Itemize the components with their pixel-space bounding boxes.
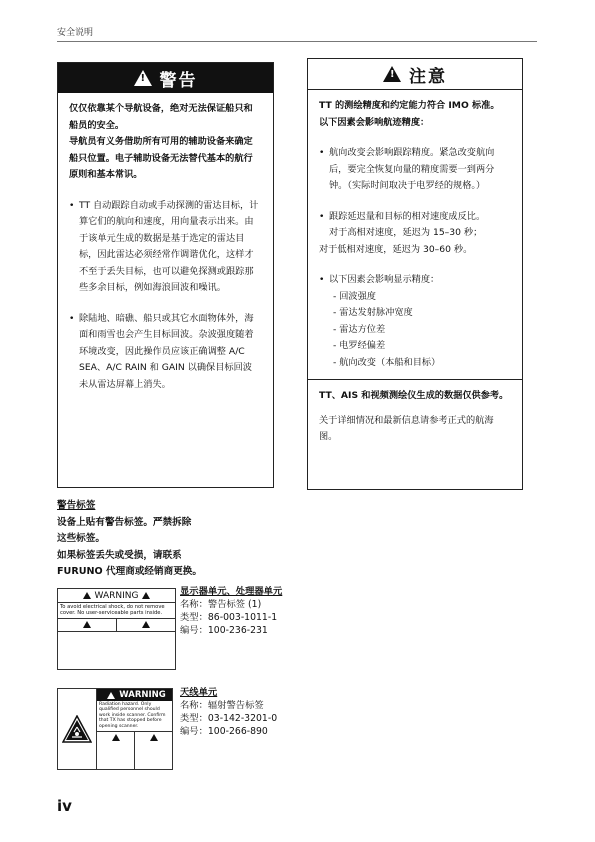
warning-labels-section bbox=[57, 498, 297, 581]
label1-name: 名称：警告标签 (1) bbox=[180, 599, 262, 610]
warning-triangle-icon bbox=[112, 734, 120, 741]
header-rule bbox=[57, 41, 537, 42]
warning-bullet-clutter: • 除陆地、暗礁、船只或其它水面物体外，海面和雨雪也会产生目标回波。杂波强度随着环境改变，因此操作员应该正确调整 A/C SEA、A/C RAIN 和 GAIN 以确保目标回波未从雷达屏幕上消失。 bbox=[69, 311, 261, 394]
caution-factor-item: - 雷达发射脉冲宽度 bbox=[333, 307, 413, 318]
caution-title: 注意 bbox=[409, 66, 447, 87]
radiation-icon bbox=[62, 715, 92, 743]
warning-labels-line: 如果标签丢失或受损，请联系 bbox=[57, 549, 182, 561]
label2-type: 类型：03-142-3201-0 bbox=[180, 713, 278, 724]
caution-divider bbox=[308, 379, 522, 380]
caution-bullet-delay: • 跟踪延迟量和目标的相对速度成反比。 bbox=[319, 209, 510, 226]
label1-text: To avoid electrical shock, do not remove cover. No user-serviceable parts inside. bbox=[58, 603, 175, 619]
page-number: iv bbox=[57, 797, 72, 815]
caution-triangle-icon bbox=[383, 66, 401, 82]
caution-delay-low: 对于低相对速度，延迟为 30–60 秒。 bbox=[319, 243, 473, 255]
warning-triangle-icon bbox=[107, 692, 115, 699]
caution-reference: TT、AIS 和视频测绘仪生成的数据仅供参考。 bbox=[319, 390, 509, 401]
caution-factor-item: - 回波强度 bbox=[333, 290, 376, 302]
label2-head: WARNING bbox=[119, 690, 166, 700]
warning-labels-line: 这些标签。 bbox=[57, 533, 105, 544]
caution-bullet-display: • 以下因素会影响显示精度： bbox=[319, 272, 510, 289]
caution-factor-item: - 电罗经偏差 bbox=[333, 340, 386, 351]
label1-unit-title: 显示器单元、处理器单元 bbox=[180, 586, 283, 597]
warning-triangle-icon bbox=[142, 621, 150, 628]
warning-labels-title: 警告标签 bbox=[57, 500, 96, 511]
label2-info bbox=[180, 686, 277, 738]
caution-factor-item: - 雷达方位差 bbox=[333, 323, 386, 335]
caution-factors-heading: 以下因素会影响航迹精度： bbox=[319, 116, 430, 128]
caution-title-bar bbox=[308, 59, 522, 90]
caution-intro: TT 的测绘精度和约定能力符合 IMO 标准。 bbox=[319, 100, 500, 111]
warning-title: 警告 bbox=[159, 70, 198, 91]
caution-delay-high: 对于高相对速度，延迟为 15–30 秒； bbox=[329, 227, 483, 238]
label2-code: 编号：100-266-890 bbox=[180, 726, 268, 737]
warning-labels-line: 设备上贴有警告标签。严禁拆除 bbox=[57, 516, 192, 528]
label1-head: WARNING bbox=[94, 590, 139, 601]
warning-intro-2: 导航员有义务借助所有可用的辅助设备来确定船只位置。电子辅助设备无法替代基本的航行原则和基本常识。 bbox=[69, 136, 253, 180]
warning-triangle-icon bbox=[134, 70, 152, 86]
caution-bullet-course: • 航向改变会影响跟踪精度。紧急改变航向后，要完全恢复向量的精度需要一到两分钟。（实际时间取决于电罗经的规格。） bbox=[319, 145, 510, 195]
caution-box bbox=[307, 58, 523, 490]
warning-triangle-icon bbox=[142, 592, 150, 599]
warning-bullet-tt: • TT 自动跟踪自动或手动探测的雷达目标，计算它们的航向和速度，用向量表示出来。由于该单元生成的数据是基于选定的雷达目标，因此雷达必须经常作调谐优化，这样才不至于丢失目标，也可以避免探测或跟踪那些多余目标，例如海浪回波和噪讯。 bbox=[69, 198, 261, 297]
label1-info bbox=[180, 585, 282, 637]
caution-details: 关于详细情况和最新信息请参考正式的航海图。 bbox=[319, 414, 494, 442]
warning-labels-line: FURUNO 代理商或经销商更换。 bbox=[57, 566, 202, 577]
label1-type: 类型：86-003-1011-1 bbox=[180, 612, 278, 623]
caution-factor-item: - 航向改变（本船和目标） bbox=[333, 356, 441, 368]
warning-box bbox=[57, 62, 274, 488]
section-header: 安全说明 bbox=[57, 28, 94, 38]
warning-triangle-icon bbox=[150, 734, 158, 741]
warning-intro-1: 仅仅依靠某个导航设备，绝对无法保证船只和船员的安全。 bbox=[69, 103, 253, 131]
warning-triangle-icon bbox=[83, 592, 91, 599]
label1-code: 编号：100-236-231 bbox=[180, 625, 268, 636]
warning-title-bar bbox=[58, 63, 273, 93]
label2-text: Radiation hazard. Only qualified personnel should work inside scanner. Confirm that TX has stopped before opening scanner. bbox=[97, 701, 172, 732]
label2-name: 名称：辐射警告标签 bbox=[180, 700, 264, 711]
warning-label-1-image bbox=[57, 588, 176, 670]
warning-triangle-icon bbox=[83, 621, 91, 628]
warning-label-2-image bbox=[57, 688, 173, 770]
label2-unit-title: 天线单元 bbox=[180, 687, 218, 698]
